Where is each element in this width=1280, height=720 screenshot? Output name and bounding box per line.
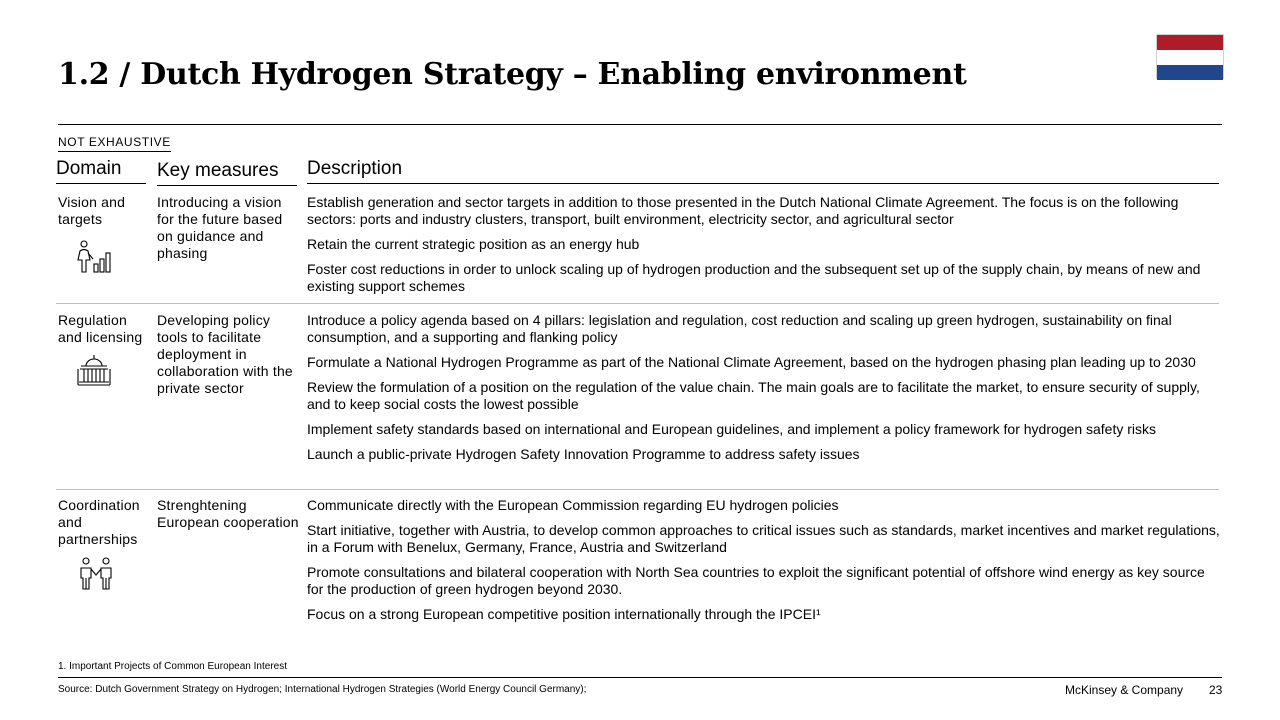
footnote: 1. Important Projects of Common European Interest [58, 661, 287, 672]
title-divider [58, 124, 1222, 125]
header-description: Description [307, 158, 1219, 184]
flag-band-red [1157, 35, 1223, 50]
row-divider [56, 303, 1219, 304]
page-number: 23 [1209, 683, 1223, 697]
netherlands-flag-icon [1156, 34, 1224, 79]
row-domain-coordination: Coordination and partnerships [58, 497, 140, 547]
list-item: Start initiative, together with Austria, to develop common approaches to critical issues such as standards, market incentives and market regulations, in a Forum with Benelux, Germany, France, Austria and Switzerland [307, 522, 1220, 555]
flag-band-blue [1157, 65, 1223, 80]
people-holding-hands-icon [78, 557, 114, 591]
list-item: Retain the current strategic position as an energy hub [307, 236, 640, 252]
footer-divider [58, 677, 1222, 678]
row-divider [56, 489, 1219, 490]
list-item: Launch a public-private Hydrogen Safety Innovation Programme to address safety issues [307, 446, 860, 462]
person-growth-chart-icon [75, 240, 111, 274]
page-title: 1.2 / Dutch Hydrogen Strategy – Enabling environment [58, 57, 967, 92]
government-building-icon [77, 354, 111, 387]
list-item: Implement safety standards based on international and European guidelines, and implement a policy framework for hydrogen safety risks [307, 421, 1157, 437]
row-description-vision [307, 194, 1222, 303]
row-key-regulation: Developing policy tools to facilitate deployment in collaboration with the private sector [157, 312, 293, 396]
list-item: Introduce a policy agenda based on 4 pillars: legislation and regulation, cost reduction and scaling up green hydrogen, sustainability on final consumption, and a supporting and flanking policy [307, 312, 1172, 345]
list-item: Establish generation and sector targets in addition to those presented in the Dutch National Climate Agreement. The focus is on the following sectors: ports and industry clusters, transport, built environment, electricity sector, and agricultural sector [307, 194, 1179, 227]
row-domain-regulation: Regulation and licensing [58, 312, 143, 345]
list-item: Focus on a strong European competitive position internationally through the IPCEI¹ [307, 606, 821, 622]
row-description-coordination [307, 497, 1222, 631]
list-item: Promote consultations and bilateral cooperation with North Sea countries to exploit the significant potential of offshore wind energy as key source for the production of green hydrogen beyond 2030. [307, 564, 1205, 597]
row-key-coordination: Strenghtening European cooperation [157, 497, 299, 530]
header-domain: Domain [56, 158, 146, 184]
list-item: Communicate directly with the European Commission regarding EU hydrogen policies [307, 497, 839, 513]
header-key-measures: Key measures [157, 160, 297, 186]
list-item: Review the formulation of a position on the regulation of the value chain. The main goals are to facilitate the market, to ensure security of supply, and to keep social costs the lowest possible [307, 379, 1200, 412]
not-exhaustive-tag: NOT EXHAUSTIVE [58, 135, 171, 152]
row-description-regulation [307, 312, 1222, 471]
list-item: Foster cost reductions in order to unlock scaling up of hydrogen production and the subsequent set up of the supply chain, by means of new and existing support schemes [307, 261, 1201, 294]
flag-band-white [1157, 50, 1223, 65]
source-note: Source: Dutch Government Strategy on Hydrogen; International Hydrogen Strategies (World Energy Council Germany); [58, 684, 587, 695]
row-key-vision: Introducing a vision for the future based on guidance and phasing [157, 194, 283, 261]
brand-name: McKinsey & Company [1065, 683, 1184, 697]
row-domain-vision: Vision and targets [58, 194, 126, 227]
list-item: Formulate a National Hydrogen Programme as part of the National Climate Agreement, based on the hydrogen phasing plan leading up to 2030 [307, 354, 1196, 370]
